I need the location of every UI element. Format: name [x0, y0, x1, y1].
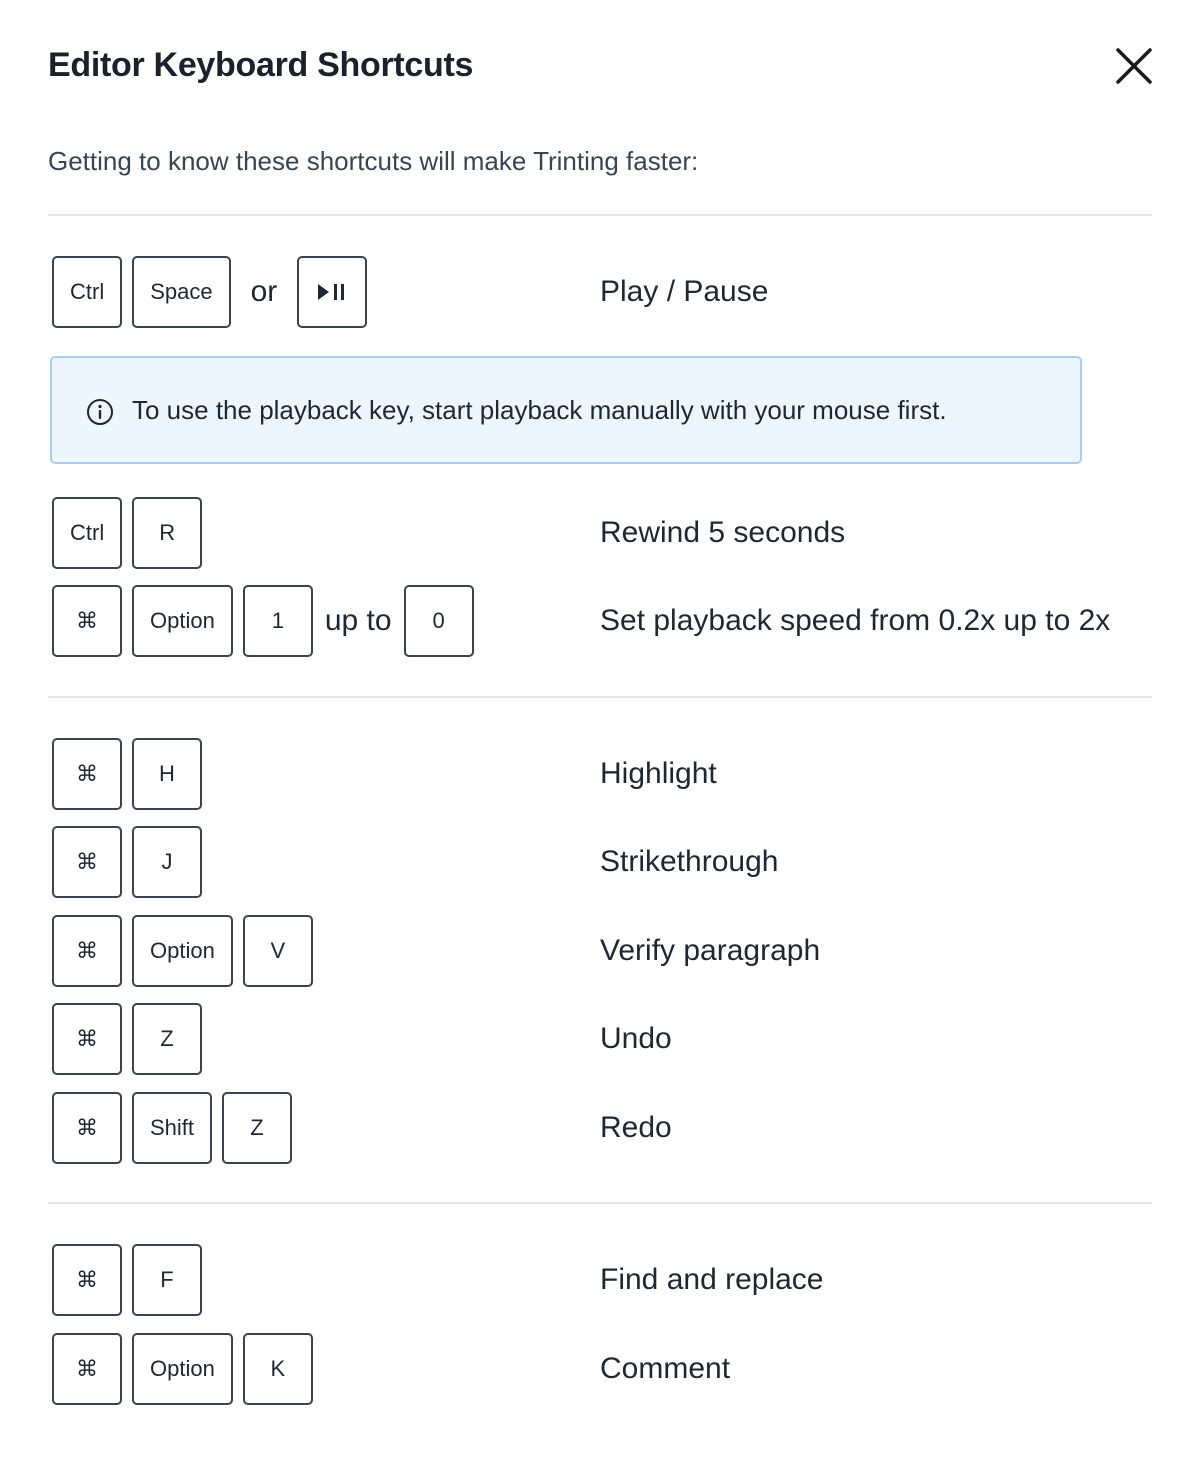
shortcut-description: Play / Pause: [600, 275, 769, 308]
shortcut-row-redo: [52, 1092, 1152, 1164]
close-button[interactable]: [1110, 42, 1158, 90]
shortcut-row-playback-speed: [52, 585, 1152, 657]
key-shift: Shift: [132, 1092, 212, 1164]
shortcut-row-verify-paragraph: [52, 915, 1152, 987]
key-ctrl: Ctrl: [52, 256, 122, 328]
key-option: Option: [132, 915, 233, 987]
playback-info-callout: [50, 356, 1082, 464]
key-media-play-pause: [297, 256, 367, 328]
shortcut-keys: [52, 497, 202, 569]
key-1: 1: [243, 585, 313, 657]
shortcut-keys: [52, 585, 474, 657]
key-command: ⌘: [52, 585, 122, 657]
shortcut-keys: [52, 1333, 313, 1405]
shortcut-description: Comment: [600, 1352, 731, 1385]
key-z: Z: [132, 1003, 202, 1075]
section-divider: [48, 1202, 1152, 1204]
key-f: F: [132, 1244, 202, 1316]
shortcut-row-strikethrough: [52, 826, 1152, 898]
key-command: ⌘: [52, 1092, 122, 1164]
shortcut-description: Highlight: [600, 757, 717, 790]
dialog-subtitle: Getting to know these shortcuts will make Trinting faster:: [48, 146, 699, 176]
key-command: ⌘: [52, 826, 122, 898]
shortcut-separator: or: [250, 275, 278, 308]
shortcut-description: Undo: [600, 1022, 672, 1055]
shortcut-row-find-replace: [52, 1244, 1152, 1316]
key-option: Option: [132, 1333, 233, 1405]
key-0: 0: [404, 585, 474, 657]
shortcut-keys: [52, 826, 202, 898]
shortcut-row-rewind: [52, 497, 1152, 569]
shortcut-description: Find and replace: [600, 1263, 824, 1296]
shortcut-row-undo: [52, 1003, 1152, 1075]
shortcut-row-highlight: [52, 738, 1152, 810]
key-z: Z: [222, 1092, 292, 1164]
shortcut-keys: [52, 738, 202, 810]
shortcut-keys: [52, 915, 313, 987]
key-option: Option: [132, 585, 233, 657]
key-r: R: [132, 497, 202, 569]
info-text: To use the playback key, start playback manually with your mouse first.: [132, 394, 947, 425]
shortcut-keys: [52, 1092, 292, 1164]
key-h: H: [132, 738, 202, 810]
shortcut-row-comment: [52, 1333, 1152, 1405]
shortcut-description: Redo: [600, 1111, 672, 1144]
section-divider: [48, 696, 1152, 698]
shortcut-keys: [52, 1244, 202, 1316]
close-icon: [1110, 42, 1158, 90]
shortcut-keys: [52, 256, 367, 328]
shortcut-row-play-pause: [52, 256, 1152, 328]
shortcut-separator: up to: [324, 604, 392, 637]
key-command: ⌘: [52, 1333, 122, 1405]
section-divider: [48, 214, 1152, 216]
key-j: J: [132, 826, 202, 898]
key-command: ⌘: [52, 1003, 122, 1075]
dialog-title: Editor Keyboard Shortcuts: [48, 46, 474, 84]
key-space: Space: [132, 256, 230, 328]
key-v: V: [243, 915, 313, 987]
key-ctrl: Ctrl: [52, 497, 122, 569]
key-command: ⌘: [52, 915, 122, 987]
shortcut-description: Strikethrough: [600, 845, 779, 878]
shortcut-description: Rewind 5 seconds: [600, 516, 846, 549]
info-icon: [86, 398, 114, 426]
shortcut-keys: [52, 1003, 202, 1075]
play-pause-icon: [317, 283, 347, 301]
shortcut-description: Set playback speed from 0.2x up to 2x: [600, 604, 1111, 637]
shortcut-description: Verify paragraph: [600, 934, 821, 967]
key-k: K: [243, 1333, 313, 1405]
key-command: ⌘: [52, 738, 122, 810]
key-command: ⌘: [52, 1244, 122, 1316]
